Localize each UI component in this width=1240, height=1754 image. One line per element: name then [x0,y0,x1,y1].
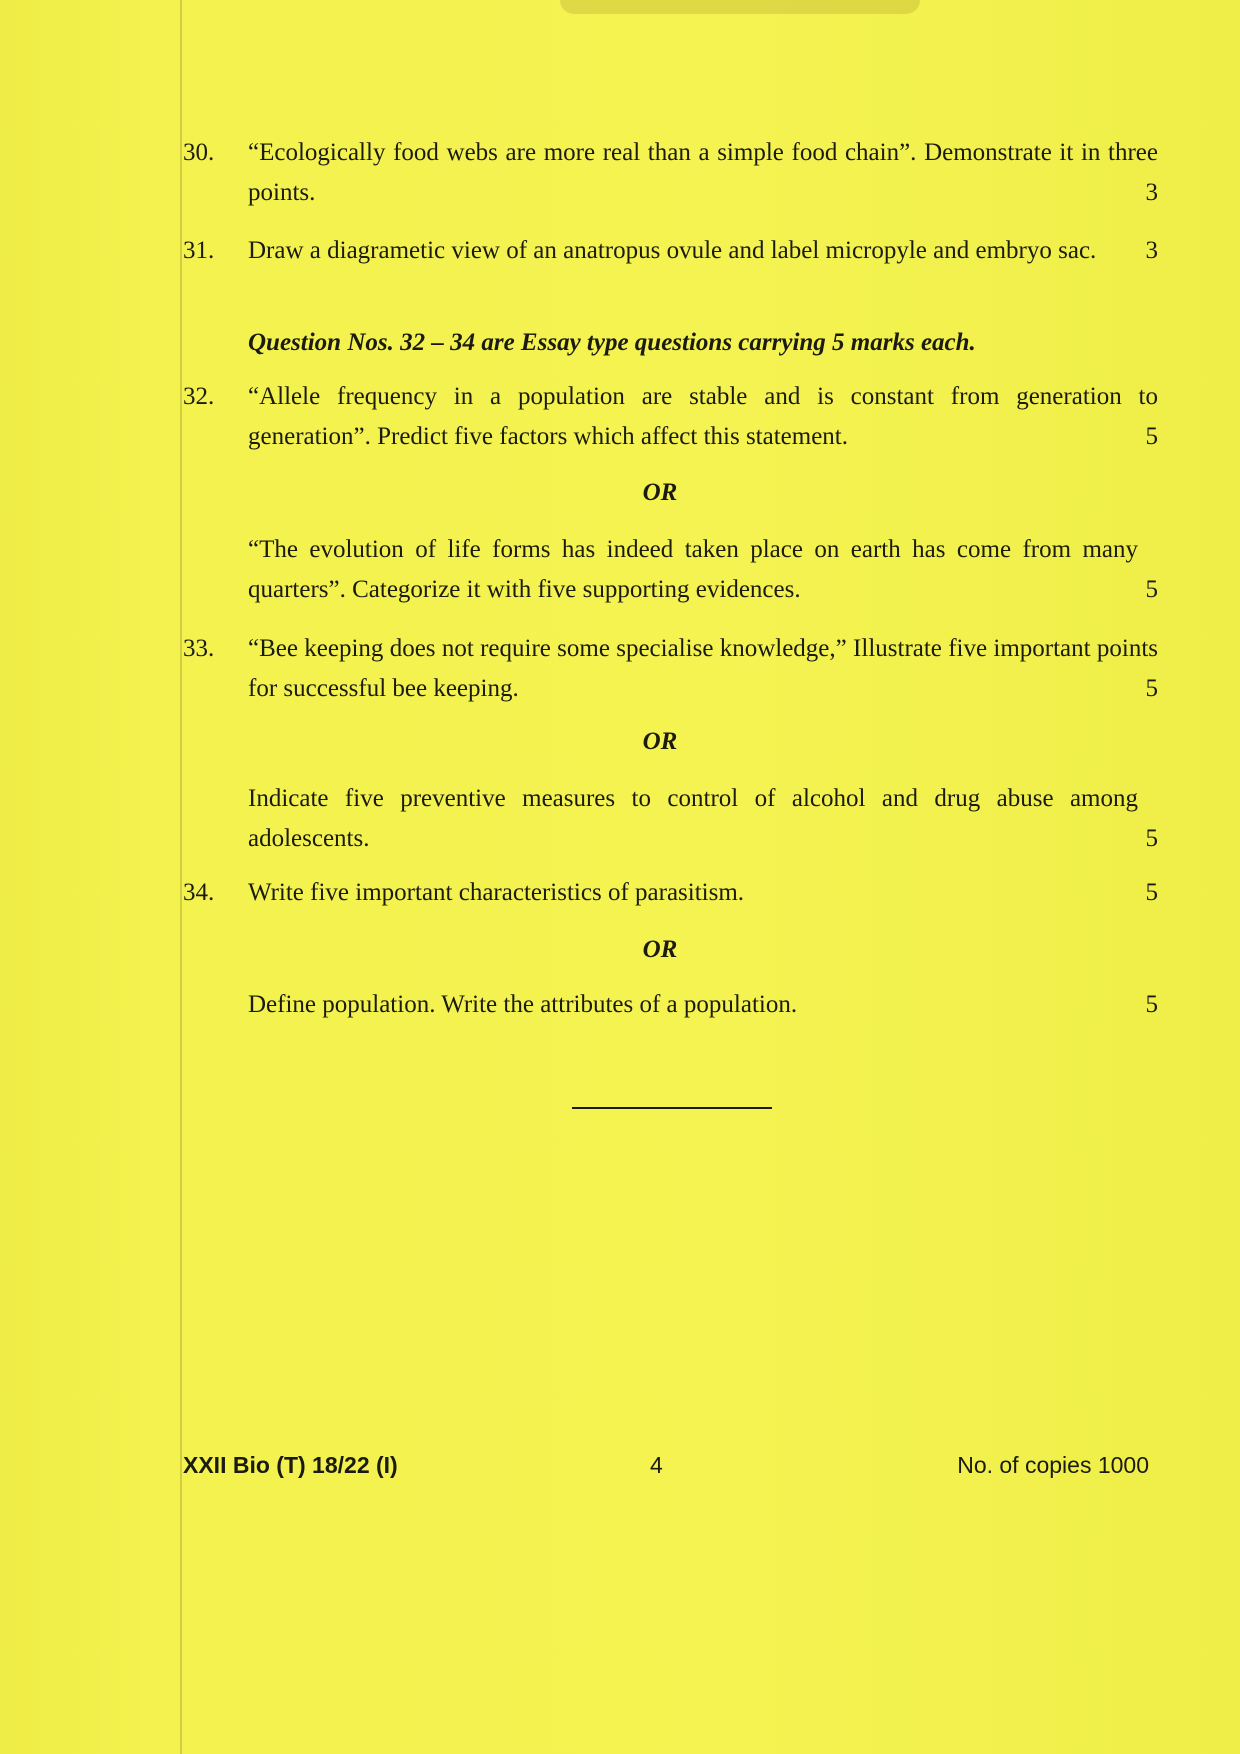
copies-count: No. of copies 1000 [957,1452,1149,1478]
question-32 [183,377,1158,457]
alternative-marks: 5 [1145,576,1158,603]
alternative-text: “The evolution of life forms has indeed taken place on earth has come from many quarters”. Categorize it with five supporting evidences. [248,536,1138,603]
page-number: 4 [650,1452,663,1478]
question-number: 34. [183,879,215,906]
margin-line [180,0,182,1754]
or-label: OR [642,728,678,755]
or-label: OR [642,936,678,963]
question-32-alternative [248,530,1158,610]
end-rule [572,1107,772,1109]
alternative-text: Indicate five preventive measures to control of alcohol and drug abuse among adolescents. [248,785,1138,852]
question-number: 30. [183,139,215,166]
question-33-alternative [248,779,1158,859]
question-34 [183,873,1158,913]
question-marks: 3 [1145,237,1158,264]
scan-smudge [560,0,920,14]
question-34-alternative [248,985,1158,1025]
question-marks: 5 [1145,675,1158,702]
question-text: “Allele frequency in a population are stable and is constant from generation to generation”. Predict five factors which affect this statement. [248,383,1158,450]
question-text: Draw a diagrametic view of an anatropus ovule and label micropyle and embryo sac. [248,237,1097,264]
question-marks: 5 [1145,879,1158,906]
or-label: OR [642,479,678,506]
question-marks: 5 [1145,423,1158,450]
paper-code: XXII Bio (T) 18/22 (I) [183,1452,398,1478]
question-number: 33. [183,635,215,662]
question-30 [183,133,1158,213]
alternative-text: Define population. Write the attributes of a population. [248,991,798,1018]
question-31 [183,231,1158,271]
question-number: 32. [183,383,215,410]
question-marks: 3 [1145,179,1158,206]
question-33 [183,629,1158,709]
question-text: “Ecologically food webs are more real than a simple food chain”. Demonstrate it in three points. [248,139,1158,206]
section-instruction: Question Nos. 32 – 34 are Essay type questions carrying 5 marks each. [248,329,976,356]
alternative-marks: 5 [1145,825,1158,852]
question-text: “Bee keeping does not require some specialise knowledge,” Illustrate five important points for successful bee keeping. [248,635,1158,702]
question-text: Write five important characteristics of parasitism. [248,879,745,906]
alternative-marks: 5 [1145,991,1158,1018]
question-number: 31. [183,237,215,264]
